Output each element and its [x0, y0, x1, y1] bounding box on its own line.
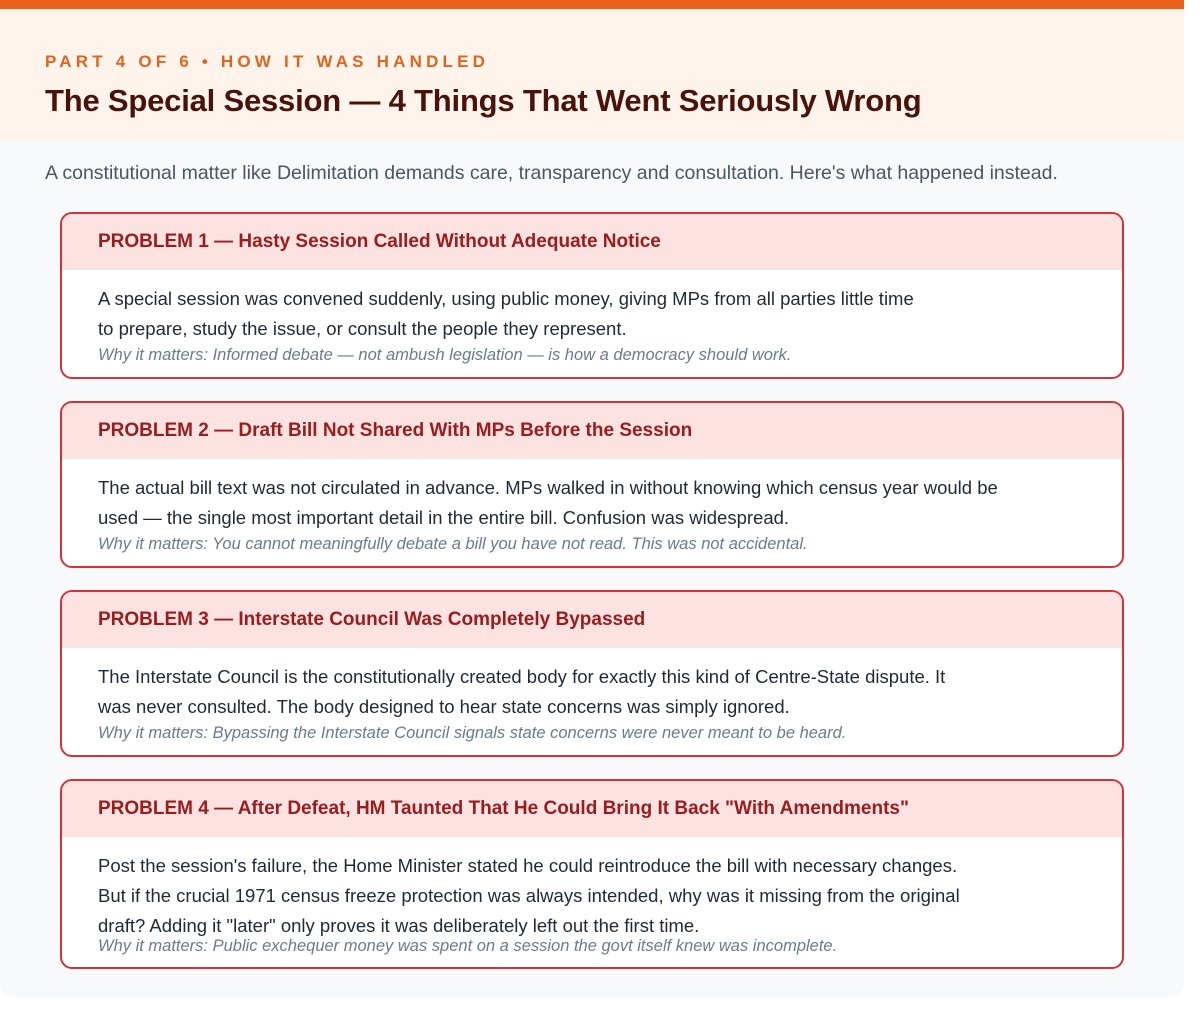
problem-title: PROBLEM 4 — After Defeat, HM Taunted That He Could Bring It Back "With Amendments" [98, 798, 909, 819]
problem-title: PROBLEM 1 — Hasty Session Called Without Adequate Notice [98, 231, 661, 252]
problem-title: PROBLEM 3 — Interstate Council Was Completely Bypassed [98, 609, 646, 630]
header-band [0, 9, 1184, 141]
why-it-matters: Why it matters: Bypassing the Interstate Council signals state concerns were never meant to be heard. [98, 724, 847, 742]
problem-card-3 [60, 590, 1124, 757]
intro-text: A constitutional matter like Delimitation demands care, transparency and consultation. Here's what happened instead. [45, 162, 1058, 184]
problem-header [62, 214, 1122, 270]
problem-body [62, 459, 1122, 555]
problem-header [62, 781, 1122, 837]
why-it-matters: Why it matters: Public exchequer money was spent on a session the govt itself knew was incomplete. [98, 937, 838, 955]
section-kicker: PART 4 OF 6 • HOW IT WAS HANDLED [45, 52, 490, 71]
problem-description: Post the session's failure, the Home Minister stated he could reintroduce the bill with necessary changes. But if the crucial 1971 census freeze protection was always intended, why was it missing from the original draft? Adding it "later" only proves it was deliberately left out the first time. [98, 855, 960, 936]
problem-card-4 [60, 779, 1124, 969]
problem-body [62, 270, 1122, 366]
problem-card-1 [60, 212, 1124, 379]
problem-body [62, 648, 1122, 744]
problem-body [62, 837, 1122, 957]
problem-header [62, 403, 1122, 459]
why-it-matters: Why it matters: You cannot meaningfully debate a bill you have not read. This was not accidental. [98, 535, 808, 553]
problem-description: The actual bill text was not circulated in advance. MPs walked in without knowing which census year would be used — the single most important detail in the entire bill. Confusion was widespread. [98, 477, 998, 528]
problem-card-2 [60, 401, 1124, 568]
problem-title: PROBLEM 2 — Draft Bill Not Shared With MPs Before the Session [98, 420, 693, 441]
problem-description: The Interstate Council is the constitutionally created body for exactly this kind of Centre-State dispute. It was never consulted. The body designed to hear state concerns was simply ignored. [98, 666, 946, 717]
why-it-matters: Why it matters: Informed debate — not ambush legislation — is how a democracy should work. [98, 346, 792, 364]
accent-bar [0, 0, 1184, 9]
page-title: The Special Session — 4 Things That Went Seriously Wrong [45, 83, 922, 118]
problem-description: A special session was convened suddenly, using public money, giving MPs from all parties little time to prepare, study the issue, or consult the people they represent. [98, 288, 914, 339]
problem-header [62, 592, 1122, 648]
